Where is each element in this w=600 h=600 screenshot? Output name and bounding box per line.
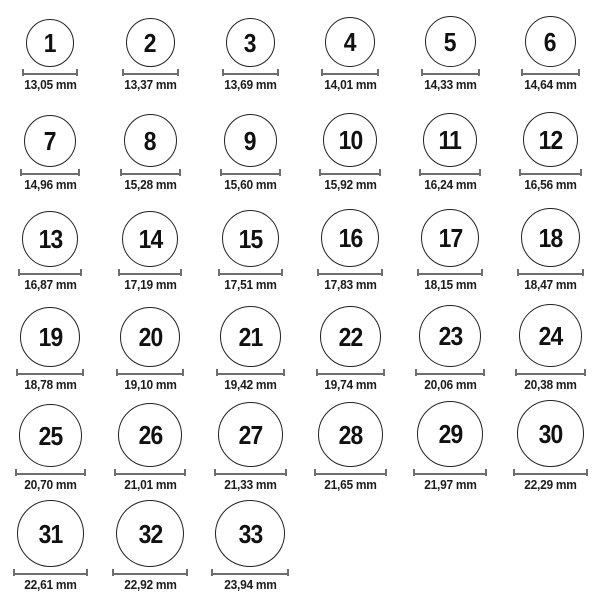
diameter-label: 17,51 mm xyxy=(223,277,277,292)
ring-circle xyxy=(17,500,84,567)
diameter-dimension-line xyxy=(413,469,487,476)
ring-size-number: 23 xyxy=(438,321,462,351)
ring-size-number: 26 xyxy=(138,420,162,450)
ring-size-item xyxy=(100,100,200,200)
ring-size-number: 32 xyxy=(138,518,162,549)
ring-size-item xyxy=(0,500,100,600)
diameter-dimension-line xyxy=(114,469,186,476)
ring-circle xyxy=(226,18,275,67)
ring-size-item xyxy=(300,100,400,200)
ring-circle xyxy=(19,404,82,467)
diameter-dimension-line xyxy=(419,169,481,176)
ring-circle xyxy=(423,113,477,167)
ring-size-item xyxy=(100,200,200,300)
diameter-dimension-line xyxy=(18,269,82,276)
diameter-label: 22,92 mm xyxy=(123,577,177,592)
ring-size-item xyxy=(300,400,400,500)
diameter-dimension-line xyxy=(421,69,480,76)
ring-size-number: 27 xyxy=(238,419,262,450)
diameter-label: 21,65 mm xyxy=(323,477,377,492)
diameter-dimension-line xyxy=(216,369,285,376)
ring-size-number: 9 xyxy=(244,125,256,156)
diameter-label: 14,01 mm xyxy=(323,77,377,92)
diameter-dimension-line xyxy=(13,569,88,576)
ring-size-number: 10 xyxy=(338,125,362,155)
ring-size-number: 20 xyxy=(138,322,162,352)
ring-circle xyxy=(220,306,281,367)
diameter-label: 19,74 mm xyxy=(323,377,377,392)
diameter-dimension-line xyxy=(214,469,287,476)
diameter-label: 15,92 mm xyxy=(323,177,377,192)
diameter-label: 18,47 mm xyxy=(523,277,577,292)
diameter-dimension-line xyxy=(417,269,483,276)
diameter-dimension-line xyxy=(16,369,84,376)
ring-size-item xyxy=(200,300,300,400)
diameter-label: 22,61 mm xyxy=(23,577,77,592)
ring-size-item xyxy=(200,500,300,600)
diameter-label: 18,78 mm xyxy=(23,377,77,392)
diameter-label: 17,19 mm xyxy=(123,277,177,292)
ring-circle xyxy=(321,209,379,267)
ring-size-number: 19 xyxy=(38,322,62,352)
ring-circle xyxy=(523,112,578,167)
diameter-dimension-line xyxy=(415,369,485,376)
ring-circle xyxy=(218,402,283,467)
ring-circle xyxy=(124,114,177,167)
diameter-dimension-line xyxy=(314,469,387,476)
ring-size-item xyxy=(0,0,100,100)
ring-size-item xyxy=(200,100,300,200)
diameter-dimension-line xyxy=(122,69,179,76)
ring-circle xyxy=(517,400,584,467)
ring-circle xyxy=(320,306,381,367)
diameter-dimension-line xyxy=(15,469,86,476)
diameter-label: 15,60 mm xyxy=(223,177,277,192)
ring-size-number: 21 xyxy=(238,321,262,352)
diameter-dimension-line xyxy=(220,169,281,176)
diameter-dimension-line xyxy=(317,269,383,276)
diameter-dimension-line xyxy=(521,69,580,76)
diameter-dimension-line xyxy=(517,269,584,276)
diameter-label: 13,37 mm xyxy=(123,77,177,92)
ring-size-number: 8 xyxy=(144,125,156,156)
ring-size-number: 15 xyxy=(238,223,262,254)
ring-size-item xyxy=(0,200,100,300)
diameter-dimension-line xyxy=(22,69,78,76)
diameter-label: 13,05 mm xyxy=(23,77,77,92)
ring-size-number: 25 xyxy=(38,420,62,451)
ring-circle xyxy=(417,401,483,467)
ring-size-item xyxy=(400,100,500,200)
ring-circle xyxy=(325,17,375,67)
ring-size-item xyxy=(300,300,400,400)
ring-size-number: 18 xyxy=(538,222,562,253)
ring-size-number: 12 xyxy=(538,124,562,155)
ring-size-number: 14 xyxy=(138,224,162,254)
diameter-label: 21,33 mm xyxy=(223,477,277,492)
diameter-dimension-line xyxy=(316,369,385,376)
ring-circle xyxy=(126,18,175,67)
ring-size-item xyxy=(400,200,500,300)
diameter-label: 20,38 mm xyxy=(523,377,577,392)
diameter-dimension-line xyxy=(116,369,184,376)
diameter-dimension-line xyxy=(519,169,582,176)
diameter-label: 19,42 mm xyxy=(223,377,277,392)
ring-circle xyxy=(525,16,576,67)
diameter-label: 13,69 mm xyxy=(223,77,277,92)
ring-size-item xyxy=(0,400,100,500)
ring-circle xyxy=(224,114,277,167)
diameter-label: 21,01 mm xyxy=(123,477,177,492)
ring-circle xyxy=(24,115,76,167)
diameter-label: 21,97 mm xyxy=(423,477,477,492)
diameter-label: 16,24 mm xyxy=(423,177,477,192)
ring-circle xyxy=(425,16,476,67)
ring-size-item xyxy=(200,0,300,100)
ring-size-item xyxy=(300,0,400,100)
ring-size-item xyxy=(0,100,100,200)
ring-size-item xyxy=(0,300,100,400)
ring-size-item xyxy=(500,200,600,300)
ring-circle xyxy=(118,403,182,467)
ring-size-number: 33 xyxy=(238,518,262,549)
ring-size-number: 16 xyxy=(338,223,362,253)
ring-circle xyxy=(521,208,580,267)
ring-size-number: 30 xyxy=(538,418,562,449)
diameter-dimension-line xyxy=(218,269,283,276)
ring-size-number: 11 xyxy=(438,125,462,155)
diameter-label: 18,15 mm xyxy=(423,277,477,292)
diameter-label: 20,70 mm xyxy=(23,477,77,492)
ring-circle xyxy=(22,211,78,267)
diameter-dimension-line xyxy=(321,69,379,76)
ring-circle xyxy=(120,307,180,367)
ring-size-item xyxy=(100,0,200,100)
diameter-label: 16,87 mm xyxy=(23,277,77,292)
ring-circle xyxy=(20,307,80,367)
ring-size-item xyxy=(500,100,600,200)
diameter-dimension-line xyxy=(120,169,181,176)
ring-size-number: 13 xyxy=(38,224,62,254)
ring-size-number: 6 xyxy=(544,26,556,57)
diameter-dimension-line xyxy=(118,269,182,276)
diameter-label: 14,64 mm xyxy=(523,77,577,92)
ring-size-number: 24 xyxy=(538,320,562,351)
ring-size-item xyxy=(400,300,500,400)
ring-size-item xyxy=(500,300,600,400)
ring-size-number: 29 xyxy=(438,419,462,449)
ring-size-item xyxy=(300,200,400,300)
ring-size-item xyxy=(500,0,600,100)
diameter-label: 16,56 mm xyxy=(523,177,577,192)
diameter-dimension-line xyxy=(211,569,289,576)
diameter-label: 23,94 mm xyxy=(223,577,277,592)
ring-size-number: 7 xyxy=(44,126,56,156)
diameter-label: 14,96 mm xyxy=(23,177,77,192)
diameter-label: 14,33 mm xyxy=(423,77,477,92)
ring-circle xyxy=(116,500,184,567)
diameter-dimension-line xyxy=(319,169,381,176)
ring-size-item xyxy=(400,400,500,500)
ring-circle xyxy=(222,210,279,267)
ring-size-number: 3 xyxy=(244,27,256,58)
diameter-dimension-line xyxy=(515,369,586,376)
diameter-dimension-line xyxy=(112,569,188,576)
ring-size-item xyxy=(100,500,200,600)
ring-size-number: 2 xyxy=(144,27,156,58)
diameter-dimension-line xyxy=(20,169,80,176)
ring-size-item xyxy=(400,0,500,100)
diameter-dimension-line xyxy=(222,69,279,76)
ring-circle xyxy=(215,500,285,567)
ring-size-number: 31 xyxy=(38,518,62,549)
ring-circle xyxy=(122,211,178,267)
ring-circle xyxy=(519,304,582,367)
ring-size-number: 17 xyxy=(438,223,462,253)
ring-size-number: 5 xyxy=(444,26,456,57)
diameter-label: 19,10 mm xyxy=(123,377,177,392)
ring-size-item xyxy=(100,300,200,400)
ring-circle xyxy=(323,113,377,167)
ring-size-item xyxy=(200,200,300,300)
ring-size-item xyxy=(200,400,300,500)
ring-size-number: 4 xyxy=(344,27,356,57)
ring-size-number: 28 xyxy=(338,419,362,450)
ring-circle xyxy=(421,209,479,267)
diameter-label: 20,06 mm xyxy=(423,377,477,392)
diameter-dimension-line xyxy=(513,469,588,476)
diameter-label: 15,28 mm xyxy=(123,177,177,192)
diameter-label: 17,83 mm xyxy=(323,277,377,292)
ring-circle xyxy=(26,19,74,67)
diameter-label: 22,29 mm xyxy=(523,477,577,492)
ring-size-number: 1 xyxy=(44,28,56,58)
ring-size-number: 22 xyxy=(338,321,362,352)
ring-circle xyxy=(318,402,383,467)
ring-size-item xyxy=(500,400,600,500)
ring-size-item xyxy=(100,400,200,500)
ring-circle xyxy=(419,305,481,367)
